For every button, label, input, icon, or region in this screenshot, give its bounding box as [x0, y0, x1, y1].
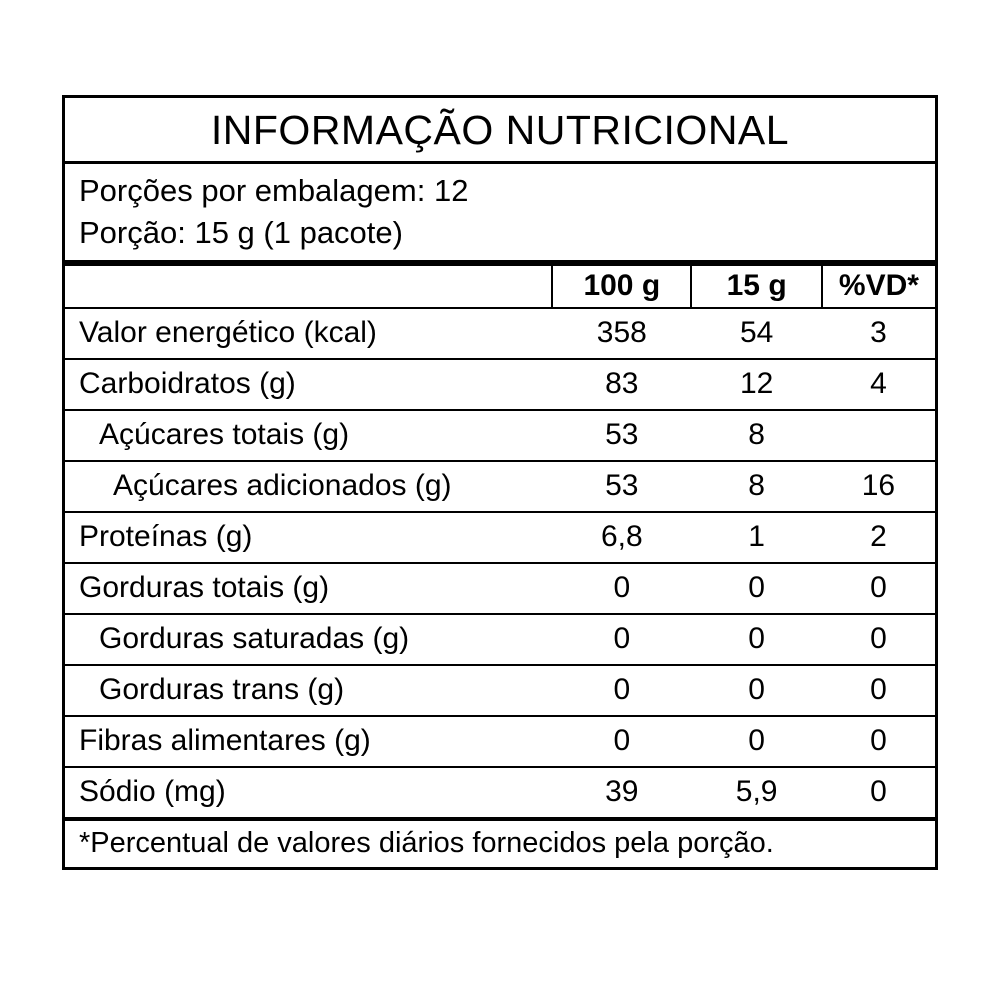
- table-row: [65, 716, 935, 767]
- servings-per-package: Porções por embalagem: 12: [79, 173, 469, 209]
- row-label: Açúcares totais (g): [65, 410, 552, 461]
- column-header-100g: 100 g: [552, 266, 691, 308]
- row-value-serving: 5,9: [691, 767, 822, 817]
- table-row: [65, 461, 935, 512]
- row-value-serving: 0: [691, 614, 822, 665]
- table-body: [65, 308, 935, 817]
- row-value-serving: 8: [691, 461, 822, 512]
- row-value-100g: 53: [552, 410, 691, 461]
- row-label: Gorduras totais (g): [65, 563, 552, 614]
- row-value-serving: 0: [691, 665, 822, 716]
- table-row: [65, 665, 935, 716]
- row-value-100g: 358: [552, 308, 691, 359]
- row-value-serving: 0: [691, 563, 822, 614]
- row-value-vd: 0: [822, 767, 935, 817]
- row-value-serving: 12: [691, 359, 822, 410]
- row-value-vd: 0: [822, 716, 935, 767]
- nutrition-table: [65, 266, 935, 817]
- footnote: *Percentual de valores diários fornecidos pela porção.: [65, 817, 935, 867]
- row-label: Gorduras saturadas (g): [65, 614, 552, 665]
- table-row: [65, 614, 935, 665]
- row-value-vd: 2: [822, 512, 935, 563]
- row-value-100g: 83: [552, 359, 691, 410]
- page-title: INFORMAÇÃO NUTRICIONAL: [65, 98, 935, 164]
- column-header-blank: [65, 266, 552, 308]
- row-value-vd: 16: [822, 461, 935, 512]
- table-row: [65, 512, 935, 563]
- table-row: [65, 563, 935, 614]
- row-value-100g: 53: [552, 461, 691, 512]
- row-value-vd: 0: [822, 563, 935, 614]
- servings-block: [65, 164, 935, 266]
- row-value-vd: [822, 410, 935, 461]
- column-header-vd: %VD*: [838, 268, 919, 302]
- row-value-serving: 1: [691, 512, 822, 563]
- row-value-vd: 0: [822, 614, 935, 665]
- column-header-serving: 15 g: [691, 266, 822, 308]
- row-label: Carboidratos (g): [65, 359, 552, 410]
- nutrition-facts-panel: [62, 95, 938, 870]
- row-label: Valor energético (kcal): [65, 308, 552, 359]
- row-value-serving: 8: [691, 410, 822, 461]
- row-value-serving: 54: [691, 308, 822, 359]
- row-label: Sódio (mg): [65, 767, 552, 817]
- row-value-100g: 6,8: [552, 512, 691, 563]
- row-value-100g: 0: [552, 716, 691, 767]
- row-value-vd: 4: [822, 359, 935, 410]
- table-row: [65, 767, 935, 817]
- row-value-100g: 39: [552, 767, 691, 817]
- row-value-100g: 0: [552, 665, 691, 716]
- row-value-100g: 0: [552, 563, 691, 614]
- table-row: [65, 359, 935, 410]
- row-value-100g: 0: [552, 614, 691, 665]
- table-row: [65, 308, 935, 359]
- row-value-serving: 0: [691, 716, 822, 767]
- row-value-vd: 3: [822, 308, 935, 359]
- row-label: Açúcares adicionados (g): [65, 461, 552, 512]
- row-value-vd: 0: [822, 665, 935, 716]
- table-header-row: [65, 266, 935, 308]
- serving-size: Porção: 15 g (1 pacote): [79, 214, 403, 250]
- row-label: Proteínas (g): [65, 512, 552, 563]
- row-label: Gorduras trans (g): [65, 665, 552, 716]
- table-row: [65, 410, 935, 461]
- row-label: Fibras alimentares (g): [65, 716, 552, 767]
